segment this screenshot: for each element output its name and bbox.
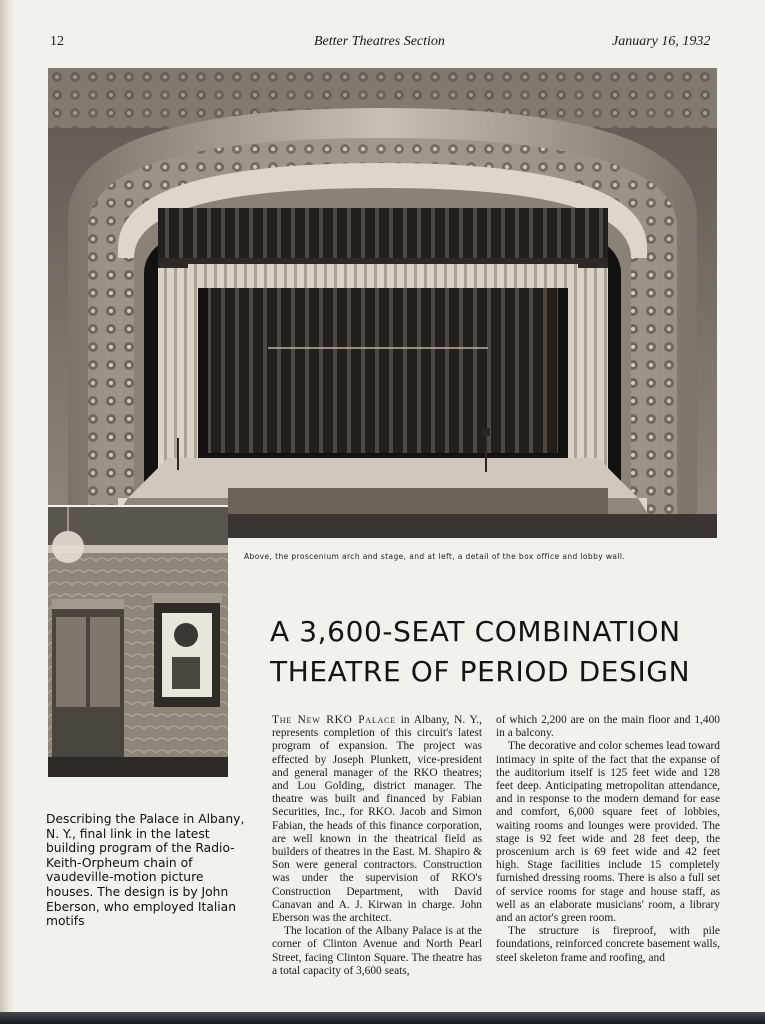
article-column-2 [496,714,720,965]
paragraph: The structure is fireproof, with pile foundations, reinforced concrete basement walls, steel skeleton frame and roofing, and [496,925,720,964]
photo-caption: Above, the proscenium arch and stage, and at left, a detail of the box office and lobby wall. [244,552,626,561]
headline-line-2: THEATRE OF PERIOD DESIGN [270,655,691,688]
lobby-detail-photo [48,505,228,777]
scan-bottom-edge [0,1012,765,1024]
paragraph: The decorative and color schemes lead toward intimacy in spite of the fact that the expanse of the auditorium itself is 125 feet wide and 128 feet deep. Anticipating metropolitan attendance, and in response to the modern demand for ease and comfort, 6,000 square feet of lobbies, waiting rooms and lounges were provided. The stage is 92 feet wide and 28 feet deep, the proscenium arch is 69 feet wide and 42 feet high. Stage facilities include 15 completely furnished dressing rooms. There is also a full set of service rooms for stage and house staff, as well as an elaborate musicians' room, a library and an actor's green room. [496,740,720,925]
issue-date: January 16, 1932 [612,34,711,49]
binding-edge [0,0,14,1024]
page-number: 12 [50,34,64,49]
paragraph-text: in Albany, N. Y., represents completion of this circuit's latest program of expansion. The project was effected by Joseph Plunkett, vice-president and general manager of the RKO theatres; and Lou Golding, district manager. The theatre was built and financed by Fabian Securities, Inc., for RKO. Jacob and Simon Fabian, the heads of this finance corporation, are well known in the theatrical field as builders of theatres in the East. M. Shapiro & Son were general contractors. Construction was under the supervision of RKO's Construction Department, with David Canavan and A. J. Kirwan in charge. John Eberson was the architect. [272,714,482,925]
paragraph: The location of the Albany Palace is at the corner of Clinton Avenue and North Pearl Street, facing Clinton Square. The theatre has a total capacity of 3,600 seats, [272,925,482,977]
section-title: Better Theatres Section [314,34,445,49]
proscenium-illustration [48,68,717,538]
article-column-1 [272,714,482,978]
lead-in: The New RKO Palace [272,714,396,726]
article-deck: Describing the Palace in Albany, N. Y., final link in the latest building program of the Radio-Keith-Orpheum chain of vaudeville-motion picture houses. The design is by John Eberson, who employed Italian motifs [46,812,245,929]
paragraph: of which 2,200 are on the main floor and 1,400 in a balcony. [496,714,720,740]
article-headline [270,612,720,692]
lobby-illustration [48,507,228,777]
headline-line-1: A 3,600-SEAT COMBINATION [270,615,681,648]
paragraph [272,714,482,925]
proscenium-photo [48,68,717,538]
